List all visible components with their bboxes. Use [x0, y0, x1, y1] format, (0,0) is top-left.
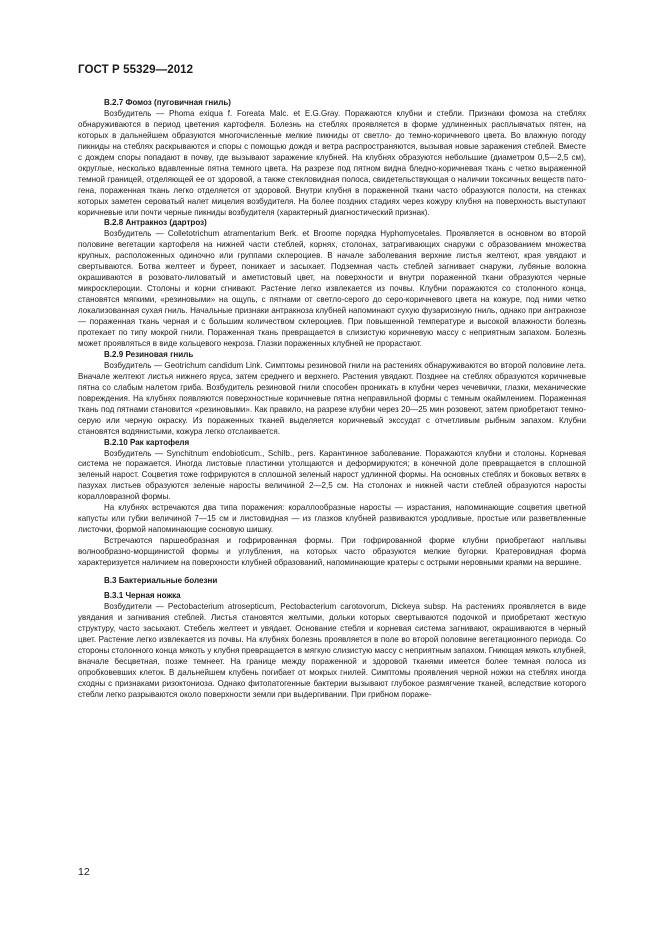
- body-paragraph: На клубнях встречаются два типа поражения: кораллообразные наросты — израстания, напоминающие соцветия цветной капусты или губки величиной 7—15 см и листовидная — из глазков клубней развиваются уродливые, простые или разветвленные листочки, формой напоминающие сосновую шишку.: [78, 503, 586, 535]
- section-heading: В.2.8 Антракноз (дартроз): [104, 218, 207, 228]
- body-paragraph: Возбудитель — Colletotrichum atramentarium Berk. et Broome порядка Hyphomycetales. Проявляется в основном во второй половине вегетации картофеля на нижней части стеблей, корнях, столонах, затрагивающих снаружи с образованием множества крупных, расположенных одиночно или группами склероциев. В начале заболевания верхние листья желтеют, края увядают и свертываются. Ботва желтеет и буреет, поникает и засыхает. Подземная часть стеблей загнивает снаружи, лубяные волокна окрашиваются в розовато-лиловатый и аметистовый цвет, на поверхности и внутри пораженной ткани образуются черные микросклероции. Столоны и корни сгнивают. Растение легко извлекается из почвы. Клубни поражаются со столонного конца, становятся мягкими, «резиновыми» на ощупь, с пятнами от светло-серого до серо-коричневого цвета на кожуре, под ними четко локализованная сухая гниль. Начальные признаки антракноза клубней напоминают сухую фузариозную гниль, однако при антракнозе — пораженная ткань черная и с большим количеством склероциев. При повышенной температуре и высокой влажности болезнь протекает по типу мокрой гнили. Пораженная ткань превращается в слизистую коричневую массу с неприятным запахом. Болезнь может проявляться в виде кольцевого некроза. Глазки пораженных клубней не прорастают.: [78, 229, 586, 348]
- body-paragraph: Возбудитель — Phoma exiqua f. Foreata Malc. et E.G.Gray. Поражаются клубни и стебли. Признаки фомоза на стеблях обнаруживаются в период цветения картофеля. Болезнь на стеблях проявляется в форме удлиненных расплывчатых пятен, на которых в дальнейшем образуются многочисленные мелкие пикниды от светло- до темно-коричневого цвета. Во влажную погоду пикниды на стеблях раскрываются и споры с помощью дождя и ветра распространяются, вызывая новые заражения стеблей. Вместе с дождем споры попадают в почву, где вызывают заражение клубней. На клубнях образуются небольшие (диаметром 0,5—2,5 см), округлые, несколько вдавленные пятна темного цвета. На разрезе под пятном видна бледно-коричневая ткань с четко выраженной темной границей, отделяющей ее от здоровой, а также стекловидная полоса, свидетельствующая о наличии токсичных веществ патогена, пораженная ткань легко отделяется от здоровой. Внутри клубня в пораженной ткани часто образуются полости, на стенках которых заметен сероватый налет мицелия возбудителя. На более поздних стадиях через кожуру клубня на поверхность выступают коричневые или почти черные пикниды возбудителя (характерный диагностический признак).: [78, 108, 586, 217]
- body-paragraph: Возбудитель — Synchitnum endobioticum., Schilb., pers. Карантинное заболевание. Поражаются клубни и столоны. Корневая система не поражается. Иногда листовые пластинки утолщаются и деформируются; в конечной доле превращается в сплошной зеленый нарост. Соцветия тоже гофрируются в сплошной зеленый нарост удлинной формы. На основных стеблях и боковых ветвях в пазухах листьев образуются зеленые наросты величиной 2—2,5 см. На столонах и нижней части стеблей образуются наросты коралловразной формы.: [78, 448, 586, 502]
- body-paragraph: Встречаются паршеобразная и гофрированная формы. При гофрированной форме клубни приобретают наплывы волнообразно-морщинистой формы и углубления, на которых часто образуются мелкие бугорки. Кратеровидная форма характеризуется наличием на поверхности клубней образований, напоминающие кратеры с острыми неровными краями на вершине.: [78, 536, 586, 568]
- section-heading: В.3.1 Черная ножка: [104, 590, 181, 600]
- section-heading: В.2.7 Фомоз (пуговичная гниль): [104, 98, 231, 107]
- body-paragraph: Возбудитель — Geotrichum candidum Link. Симптомы резиновой гнили на растениях обнаруживаются во второй половине лета. Вначале желтеют листья нижнего яруса, затем среднего и верхнего. Растения увядают. Позднее на стеблях образуются коричневые пятна со слабым налетом гриба. Возбудитель резиновой гнили способен проникать в клубни через чечевички, глазки, механические повреждения. На клубнях появляются поверхностные коричневые пятна неправильной формы с темным окаймлением. Пораженная ткань под пятнами становится «резиновыми». Как правило, на разрезе клубни через 20—25 мин розовеют, затем приобретают темно-серую или черную окраску. Из пораженных тканей выделяется коричневый экссудат с отчетливым рыбным запахом. Клубни становятся водянистыми, кожура легко отслаивается.: [78, 360, 586, 436]
- document-header: ГОСТ Р 55329—2012: [78, 64, 194, 76]
- section-heading: В.3 Бактериальные болезни: [104, 575, 218, 585]
- page-number: 12: [78, 866, 90, 878]
- section-heading: В.2.9 Резиновая гниль: [104, 349, 194, 359]
- body-paragraph: Возбудители — Pectobacterium atrosepticum, Pectobacterium carotovorum, Dickeya subsp. На растениях проявляется в виде увядания и загнивания стеблей. Листья становятся желтыми, дольки которых свертываются подочкой и приобретают жесткую структуру, часто засыхают. Стебель желтеет и увядает. Основание стебля и корневая система загнивают, окрашиваются в черный цвет. Растение легко извлекается из почвы. На клубнях болезнь проявляется в поле во второй половине вегетационного периода. Со стороны столонного конца мякоть у клубня превращается в мягкую слизистую массу с неприятным запахом. Гниющая мякоть клубней, вначале бесцветная, позже темнеет. На границе между пораженной и здоровой тканями имеется более темная полоса из опробковевших клеток. В дальнейшем клубень погибает от мокрых гнилей. Симптомы проявления черной ножки на стеблях иногда сходны с признаками ризоктониоза. Однако фитопатогенные бактерии вызывают глубокое размягчение тканей, вследствие которого стебли легко разрываются около поверхности земли при выдергивании. При грибном пораже-: [78, 601, 586, 699]
- section-heading: В.2.10 Рак картофеля: [104, 437, 190, 447]
- document-body: [78, 98, 586, 700]
